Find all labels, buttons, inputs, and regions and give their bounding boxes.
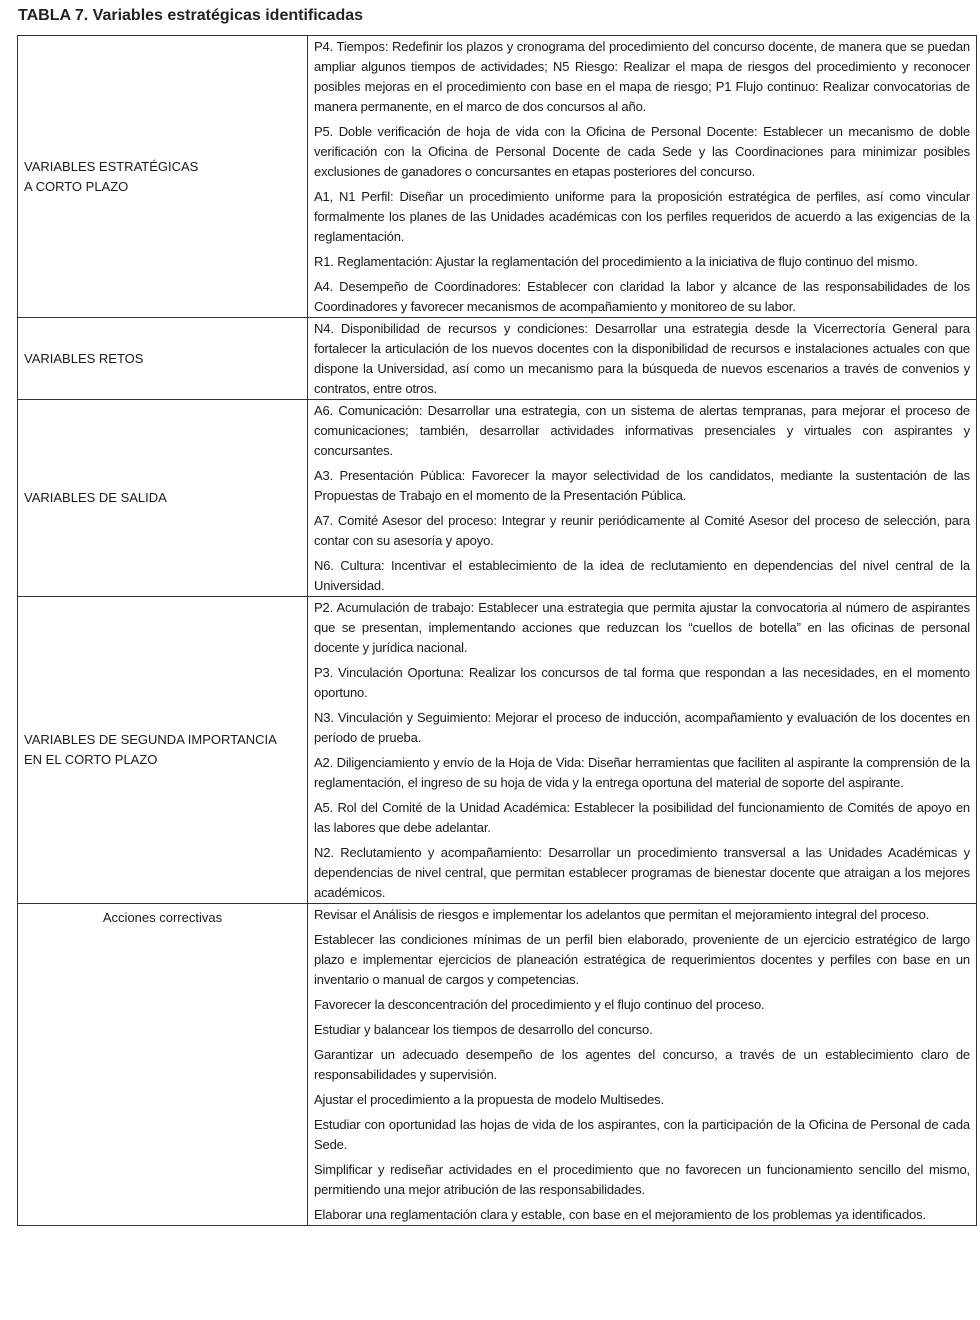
row-label: VARIABLES DE SALIDA: [18, 400, 308, 597]
variable-item: A3. Presentación Pública: Favorecer la mayor selectividad de los candidatos, mediante la sustentación de las Propuestas de Trabajo en el momento de la Presentación Pública.: [314, 468, 970, 503]
variable-item: Estudiar con oportunidad las hojas de vida de los aspirantes, con la participación de la Oficina de Personal de cada Sede.: [314, 1117, 970, 1152]
variable-item: A1, N1 Perfil: Diseñar un procedimiento uniforme para la proposición estratégica de perfiles, así como vincular formalmente los planes de las Unidades académicas con los perfiles requeridos de acuerdo a las exigencias de la reglamentación.: [314, 189, 970, 244]
row-content: [308, 36, 977, 318]
strategic-variables-table: [17, 35, 977, 1226]
variable-item: Elaborar una reglamentación clara y estable, con base en el mejoramiento de los problemas ya identificados.: [314, 1207, 926, 1222]
variable-item: Simplificar y rediseñar actividades en el procedimiento que no favorecen un funcionamiento sencillo del mismo, permitiendo una mejor atribución de las responsabilidades.: [314, 1162, 970, 1197]
variable-item: N3. Vinculación y Seguimiento: Mejorar el proceso de inducción, acompañamiento y evaluación de los docentes en período de prueba.: [314, 710, 970, 745]
row-label: VARIABLES RETOS: [18, 318, 308, 400]
table-row: [18, 36, 977, 318]
row-content: [308, 400, 977, 597]
table-row: [18, 318, 977, 400]
row-content: [308, 904, 977, 1226]
variable-item: P2. Acumulación de trabajo: Establecer una estrategia que permita ajustar la convocatoria al número de aspirantes que se presentan, implementando acciones que reduzcan los “cuellos de botella” en las oficinas de personal docente y jurídica nacional.: [314, 600, 970, 655]
variable-item: Ajustar el procedimiento a la propuesta de modelo Multisedes.: [314, 1092, 664, 1107]
variable-item: P3. Vinculación Oportuna: Realizar los concursos de tal forma que respondan a las necesidades, en el momento oportuno.: [314, 665, 970, 700]
variable-item: A7. Comité Asesor del proceso: Integrar y reunir periódicamente al Comité Asesor del proceso de selección, para contar con su asesoría y apoyo.: [314, 513, 970, 548]
row-label: VARIABLES ESTRATÉGICAS A CORTO PLAZO: [18, 36, 308, 318]
row-label: VARIABLES DE SEGUNDA IMPORTANCIA EN EL CORTO PLAZO: [18, 597, 308, 904]
variable-item: Revisar el Análisis de riesgos e implementar los adelantos que permitan el mejoramiento integral del proceso.: [314, 907, 930, 922]
variable-item: A4. Desempeño de Coordinadores: Establecer con claridad la labor y alcance de las responsabilidades de los Coordinadores y favorecer mecanismos de acompañamiento y monitoreo de su labor.: [314, 279, 970, 314]
variable-item: Establecer las condiciones mínimas de un perfil bien elaborado, proveniente de un ejercicio estratégico de largo plazo e implementar ejercicios de planeación estratégica de requerimientos docentes y perfiles con base en un inventario o manual de cargos y competencias.: [314, 932, 970, 987]
variable-item: A2. Diligenciamiento y envío de la Hoja de Vida: Diseñar herramientas que faciliten al aspirante la comprensión de la reglamentación, el ingreso de su hoja de vida y la entrega oportuna del material de soporte del aspirante.: [314, 755, 970, 790]
row-content: [308, 597, 977, 904]
table-row: [18, 400, 977, 597]
variable-item: Garantizar un adecuado desempeño de los agentes del concurso, a través de un establecimiento claro de responsabilidades y supervisión.: [314, 1047, 970, 1082]
variable-item: N2. Reclutamiento y acompañamiento: Desarrollar un procedimiento transversal a las Unidades Académicas y dependencias de nivel central, que permitan establecer programas de bienestar docente que atraigan a los mejores académicos.: [314, 845, 970, 900]
table-row: [18, 597, 977, 904]
table-row: [18, 904, 977, 1226]
table-title: TABLA 7. Variables estratégicas identificadas: [18, 7, 364, 24]
variable-item: Favorecer la desconcentración del procedimiento y el flujo continuo del proceso.: [314, 997, 765, 1012]
variable-item: R1. Reglamentación: Ajustar la reglamentación del procedimiento a la iniciativa de flujo continuo del mismo.: [314, 254, 918, 269]
row-content: [308, 318, 977, 400]
variable-item: Estudiar y balancear los tiempos de desarrollo del concurso.: [314, 1022, 653, 1037]
variable-item: N4. Disponibilidad de recursos y condiciones: Desarrollar una estrategia desde la Vicerrectoría General para fortalecer la articulación de los nuevos docentes con la disponibilidad de recursos e instalaciones actuales con que dispone la Universidad, así como un mecanismo para la búsqueda de nuevos escenarios a través de convenios y contratos, entre otros.: [314, 321, 970, 396]
variable-item: P4. Tiempos: Redefinir los plazos y cronograma del procedimiento del concurso docente, de manera que se puedan ampliar algunos tiempos de actividades; N5 Riesgo: Realizar el mapa de riesgos del procedimiento y reconocer posibles mejoras en el procedimiento con base en el mapa de riesgo; P1 Flujo continuo: Realizar convocatorias de manera permanente, en el marco de dos concursos al año.: [314, 39, 970, 114]
variable-item: N6. Cultura: Incentivar el establecimiento de la idea de reclutamiento en dependencias del nivel central de la Universidad.: [314, 558, 970, 593]
row-label: Acciones correctivas: [18, 904, 308, 1226]
variable-item: P5. Doble verificación de hoja de vida con la Oficina de Personal Docente: Establecer un mecanismo de doble verificación con la Oficina de Personal Docente de cada Sede y las Coordinaciones para minimizar posibles exclusiones de ganadores o concursantes en etapas posteriores del concurso.: [314, 124, 970, 179]
variable-item: A5. Rol del Comité de la Unidad Académica: Establecer la posibilidad del funcionamiento de Comités de apoyo en las labores que debe adelantar.: [314, 800, 970, 835]
variable-item: A6. Comunicación: Desarrollar una estrategia, con un sistema de alertas tempranas, para mejorar el proceso de comunicaciones; también, desarrollar actividades informativas presenciales y virtuales con aspirantes y concursantes.: [314, 403, 970, 458]
